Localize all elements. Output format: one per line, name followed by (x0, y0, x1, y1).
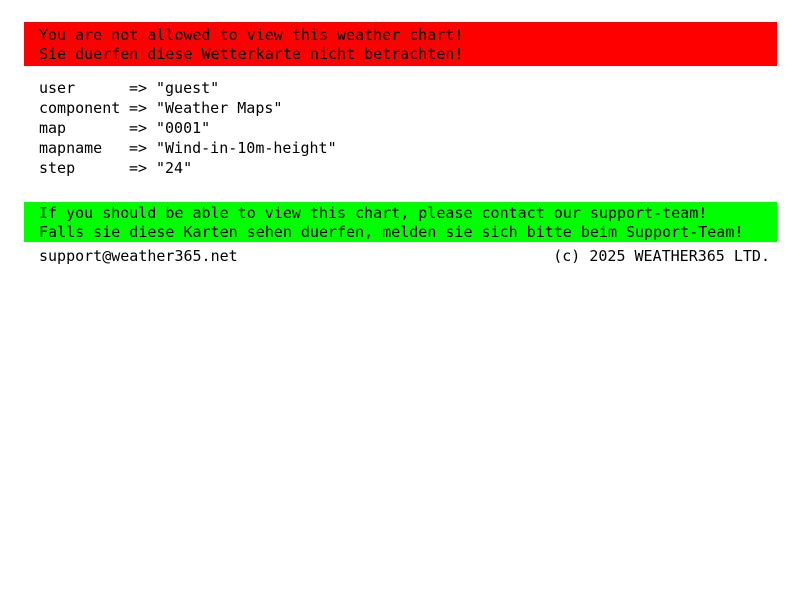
detail-value: "0001" (156, 119, 211, 137)
access-denied-banner (24, 22, 777, 66)
detail-value: "Weather Maps" (156, 99, 283, 117)
detail-row (39, 158, 337, 178)
detail-key: user (39, 79, 76, 97)
detail-arrow: => (129, 139, 148, 157)
footer (39, 246, 770, 266)
detail-arrow: => (129, 99, 148, 117)
detail-arrow: => (129, 79, 148, 97)
detail-arrow: => (129, 159, 148, 177)
detail-key: mapname (39, 139, 103, 157)
detail-row (39, 98, 337, 118)
detail-key: map (39, 119, 67, 137)
access-denied-line-en: You are not allowed to view this weather chart! (39, 26, 464, 44)
copyright-text: (c) 2025 WEATHER365 LTD. (553, 247, 770, 265)
support-email: support@weather365.net (39, 247, 238, 265)
detail-value: "guest" (156, 79, 220, 97)
detail-key: component (39, 99, 121, 117)
contact-support-line-en: If you should be able to view this chart, please contact our support-team! (39, 204, 708, 222)
contact-support-line-de: Falls sie diese Karten sehen duerfen, melden sie sich bitte beim Support-Team! (39, 223, 744, 241)
contact-support-banner (24, 202, 777, 242)
detail-value: "Wind-in-10m-height" (156, 139, 337, 157)
detail-value: "24" (156, 159, 193, 177)
detail-row (39, 118, 337, 138)
detail-key: step (39, 159, 76, 177)
detail-row (39, 78, 337, 98)
detail-row (39, 138, 337, 158)
access-denied-line-de: Sie duerfen diese Wetterkarte nicht betrachten! (39, 45, 464, 63)
request-details-list (39, 78, 337, 178)
detail-arrow: => (129, 119, 148, 137)
